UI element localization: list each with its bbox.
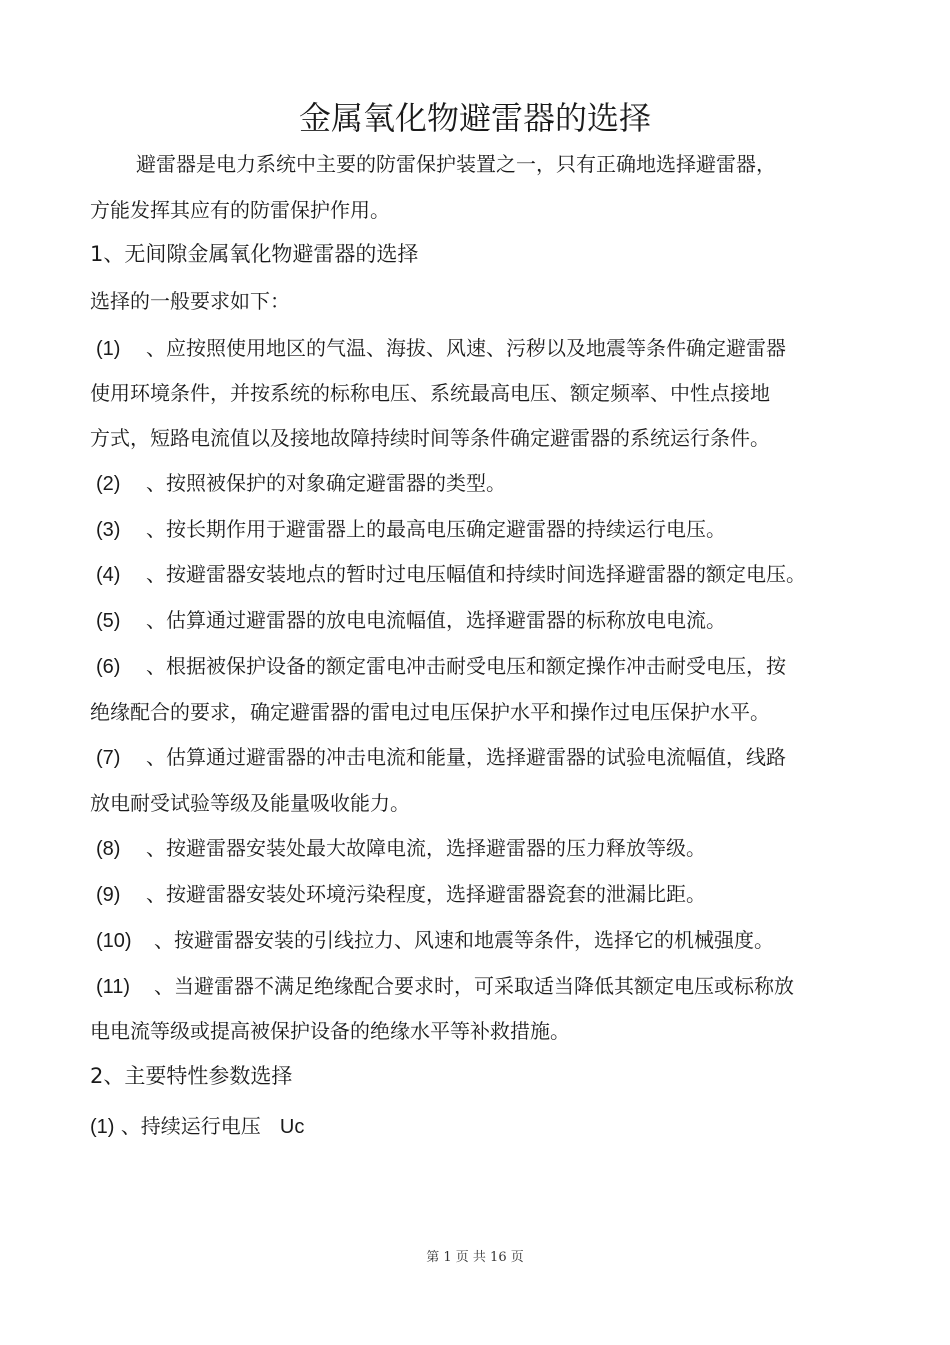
item-text: 、应按照使用地区的气温、海拔、风速、污秽以及地震等条件确定避雷器 [146, 336, 786, 360]
list-item-9 [90, 880, 830, 909]
item-number: (3) [96, 519, 121, 541]
list-item-3 [90, 515, 830, 544]
section-1-lead: 选择的一般要求如下： [90, 289, 290, 313]
item-number: (7) [96, 747, 121, 769]
list-item-7-cont: 放电耐受试验等级及能量吸收能力。 [90, 791, 410, 815]
item-text: 、按长期作用于避雷器上的最高电压确定避雷器的持续运行电压。 [146, 517, 726, 541]
intro-line-2: 方能发挥其应有的防雷保护作用。 [90, 198, 390, 222]
page-title: 金属氧化物避雷器的选择 [298, 99, 651, 137]
list-item-7 [90, 743, 830, 772]
list-item-1 [90, 334, 830, 363]
item-number: (10) [96, 930, 132, 952]
list-item-8 [90, 834, 830, 863]
item-text: 、根据被保护设备的额定雷电冲击耐受电压和额定操作冲击耐受电压，按 [146, 654, 786, 678]
item-number: (6) [96, 656, 121, 678]
list-item-4 [90, 560, 830, 589]
intro-line-1: 避雷器是电力系统中主要的防雷保护装置之一，只有正确地选择避雷器， [136, 152, 776, 176]
item-text: 、按避雷器安装处最大故障电流，选择避雷器的压力释放等级。 [146, 836, 706, 860]
item-number: (1) [96, 338, 121, 360]
list-item-11-cont: 电电流等级或提高被保护设备的绝缘水平等补救措施。 [90, 1019, 570, 1043]
item-text: 、按避雷器安装地点的暂时过电压幅值和持续时间选择避雷器的额定电压。 [146, 562, 806, 586]
item-text: 、估算通过避雷器的放电电流幅值，选择避雷器的标称放电电流。 [146, 608, 726, 632]
item-number: (1) [90, 1116, 115, 1138]
section-1-heading: 1、无间隙金属氧化物避雷器的选择 [90, 242, 419, 266]
item-text: 、持续运行电压 [120, 1114, 261, 1138]
item-text: 、当避雷器不满足绝缘配合要求时，可采取适当降低其额定电压或标称放 [154, 974, 794, 998]
list-item-10 [90, 926, 830, 955]
list-item-2 [90, 469, 830, 498]
list-item-1-cont: 方式，短路电流值以及接地故障持续时间等条件确定避雷器的系统运行条件。 [90, 426, 770, 450]
item-number: (11) [96, 976, 131, 998]
item-number: (8) [96, 838, 121, 860]
list-item-6 [90, 652, 830, 681]
item-number: (4) [96, 564, 121, 586]
list-item-5 [90, 606, 830, 635]
item-text: 、估算通过避雷器的冲击电流和能量，选择避雷器的试验电流幅值，线路 [146, 745, 786, 769]
list-item-11 [90, 972, 830, 1001]
item-text: 、按避雷器安装处环境污染程度，选择避雷器瓷套的泄漏比距。 [146, 882, 706, 906]
list-item-6-cont: 绝缘配合的要求，确定避雷器的雷电过电压保护水平和操作过电压保护水平。 [90, 700, 770, 724]
subsection-1 [90, 1112, 830, 1141]
item-number: (5) [96, 610, 121, 632]
item-text: 、按避雷器安装的引线拉力、风速和地震等条件，选择它的机械强度。 [154, 928, 774, 952]
item-number: (2) [96, 473, 121, 495]
item-number: (9) [96, 884, 121, 906]
list-item-1-cont: 使用环境条件，并按系统的标称电压、系统最高电压、额定频率、中性点接地 [90, 381, 770, 405]
symbol-uc: Uc [279, 1116, 305, 1138]
item-text: 、按照被保护的对象确定避雷器的类型。 [146, 471, 506, 495]
section-2-heading: 2、主要特性参数选择 [90, 1064, 293, 1088]
page-footer: 第 1 页 共 16 页 [426, 1250, 524, 1265]
